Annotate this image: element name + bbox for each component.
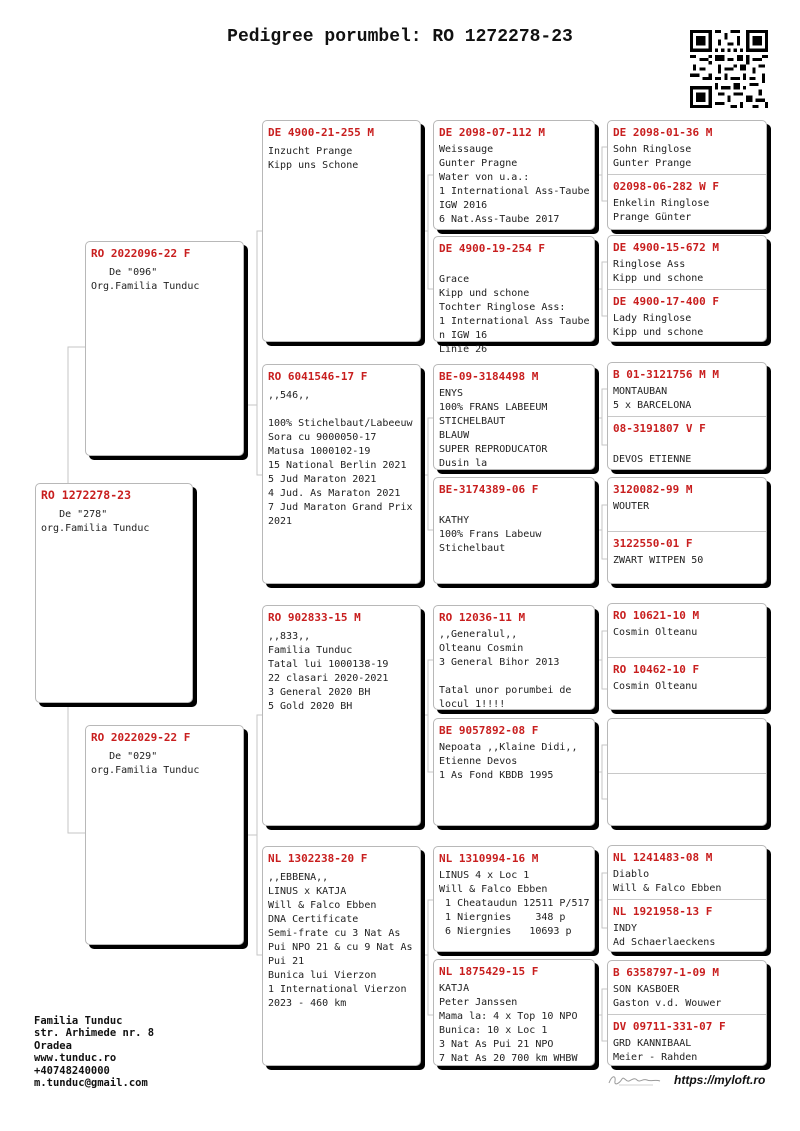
page-title: Pedigree porumbel: RO 1272278-23 [227,27,573,47]
ancestor-pair-card [607,477,767,584]
great-grandparent-card [433,959,595,1066]
ancestor-description: SON KASBOER Gaston v.d. Wouwer [613,984,722,1009]
great-grandparent-description: Weissauge Gunter Pragne Water von u.a.: 1 International Ass-Taube IGW 2016 6 Nat.Ass-Taube 2017 [439,144,590,225]
ancestor-ring-number: B 6358797-1-09 M [613,966,719,979]
ancestor-ring-number: 3122550-01 F [613,537,693,550]
great-grandparent-card [433,120,595,230]
ancestor-ring-number: NL 1241483-08 M [613,851,713,864]
great-grandparent-description: ENYS 100% FRANS LABEEUM STICHELBAUT BLAUW SUPER REPRODUCATOR Dusin la [439,388,548,469]
ancestor-pair-card [607,362,767,470]
ancestor-ring-number: DV 09711-331-07 F [613,1020,726,1033]
great-grandparent-description: KATHY 100% Frans Labeuw Stichelbaut [439,515,542,554]
breeder-website-link[interactable]: www.tunduc.ro [34,1052,117,1065]
ancestor-description: Lady Ringlose Kipp und schone [613,313,704,338]
ancestor-ring-number: DE 2098-01-36 M [613,126,713,139]
great-grandparent-ring-number: BE-3174389-06 F [439,483,539,496]
great-grandparent-description: Grace Kipp und schone Tochter Ringlose Ass: 1 International Ass Tauben IGW 16 Linie 26 [439,274,590,355]
great-grandparent-ring-number: NL 1875429-15 F [439,965,539,978]
great-grandparent-description: ,,Generalul,, Olteanu Cosmin 3 General Bihor 2013 Tatal unor porumbei de locul 1!!!! [439,629,572,710]
ancestor-ring-number: 02098-06-282 W F [613,180,719,193]
ancestor-ring-number: NL 1921958-13 F [613,905,713,918]
ancestor-description: INDY Ad Schaerlaeckens [613,923,716,948]
ancestor-description: WOUTER [613,501,650,512]
myloft-website-link[interactable]: https://myloft.ro [674,1073,766,1087]
great-grandparent-ring-number: NL 1310994-16 M [439,852,539,865]
dam-description: De "029" org.Familia Tunduc [91,751,200,776]
great-grandparent-ring-number: DE 4900-19-254 F [439,242,545,255]
ancestor-description: MONTAUBAN 5 x BARCELONA [613,386,692,411]
ancestor-description: ZWART WITPEN 50 [613,555,704,566]
breeder-street: str. Arhimede nr. 8 [34,1027,155,1040]
great-grandparent-card [433,718,595,826]
ancestor-pair-card [607,603,767,710]
great-grandparent-card [433,236,595,355]
ancestor-description: Enkelin Ringlose Prange Günter [613,198,710,223]
sire-ring-number: RO 2022096-22 F [91,247,191,260]
great-grandparent-description: KATJA Peter Janssen Mama la: 4 x Top 10 NPO Bunica: 10 x Loc 1 3 Nat As Pui 21 NPO 7 Nat As 20 700 km WHBW [439,983,578,1064]
ancestor-description: Ringlose Ass Kipp und schone [613,259,704,284]
great-grandparent-description: LINUS 4 x Loc 1 Will & Falco Ebben 1 Cheataudun 12511 P/517 1 Niergnies 348 p 6 Niergnies 10693 p [439,870,590,937]
ancestor-ring-number: RO 10462-10 F [613,663,700,676]
ancestor-pair-card [607,960,767,1066]
grandparent-card [262,846,421,1066]
grandparent-description: ,,EBBENA,, LINUS x KATJA Will & Falco Ebben DNA Certificate Semi-frate cu 3 Nat As Pui NPO 21 & cu 9 Nat As Pui 21 Bunica lui Vierzon 1 International Vierzon 2023 - 460 km [268,872,413,1009]
breeder-email-link[interactable]: m.tunduc@gmail.com [34,1077,148,1090]
ancestor-ring-number: 08-3191807 V F [613,422,706,435]
breeder-contact-block [34,1015,154,1089]
great-grandparent-card [433,605,595,710]
grandparent-ring-number: RO 6041546-17 F [268,370,368,383]
ancestor-pair-card [607,718,767,826]
ancestor-ring-number: RO 10621-10 M [613,609,700,622]
subject-description: De "278" org.Familia Tunduc [41,509,150,534]
grandparent-card [262,120,421,342]
grandparent-description: ,,833,, Familia Tunduc Tatal lui 1000138-19 22 clasari 2020-2021 3 General 2020 BH 5 Gold 2020 BH [268,631,389,712]
ancestor-pair-card [607,120,767,230]
great-grandparent-card [433,846,595,952]
ancestor-ring-number: 3120082-99 M [613,483,693,496]
sire-card [85,241,244,456]
ancestor-ring-number: DE 4900-15-672 M [613,241,719,254]
ancestor-description: Diablo Will & Falco Ebben [613,869,722,894]
grandparent-description: ,,546,, 100% Stichelbaut/Labeeuw Sora cu 9000050-17 Matusa 1000102-19 15 National Berlin 2021 5 Jud Maraton 2021 4 Jud. As Maraton 2021 7 Jud Maraton Grand Prix 2021 [268,390,413,527]
dam-card [85,725,244,945]
subject-ring-number: RO 1272278-23 [41,488,132,502]
ancestor-ring-number: DE 4900-17-400 F [613,295,719,308]
breeder-name: Familia Tunduc [34,1015,123,1027]
great-grandparent-ring-number: DE 2098-07-112 M [439,126,545,139]
grandparent-ring-number: NL 1302238-20 F [268,852,368,865]
signature-icon [607,1072,663,1088]
ancestor-description: Cosmin Olteanu [613,681,698,692]
ancestor-pair-card [607,235,767,342]
grandparent-ring-number: RO 902833-15 M [268,611,361,624]
breeder-phone: +40748240000 [34,1064,110,1077]
grandparent-card [262,605,421,826]
great-grandparent-ring-number: RO 12036-11 M [439,611,526,624]
great-grandparent-ring-number: BE 9057892-08 F [439,724,539,737]
great-grandparent-card [433,477,595,584]
ancestor-pair-card [607,845,767,952]
great-grandparent-card [433,364,595,470]
grandparent-card [262,364,421,584]
ancestor-description: Sohn Ringlose Gunter Prange [613,144,692,169]
dam-ring-number: RO 2022029-22 F [91,731,191,744]
ancestor-description: DEVOS ETIENNE [613,454,692,465]
great-grandparent-ring-number: BE-09-3184498 M [439,370,539,383]
ancestor-description: Cosmin Olteanu [613,627,698,638]
breeder-city: Oradea [34,1039,72,1052]
ancestor-ring-number: B 01-3121756 M M [613,368,719,381]
grandparent-ring-number: DE 4900-21-255 M [268,126,374,139]
ancestor-description: GRD KANNIBAAL Meier - Rahden [613,1038,698,1063]
subject-pigeon-card [35,483,193,703]
grandparent-description: Inzucht Prange Kipp uns Schone [268,146,359,171]
sire-description: De "096" Org.Familia Tunduc [91,267,200,292]
great-grandparent-description: Nepoata ,,Klaine Didi,, Etienne Devos 1 As Fond KBDB 1995 [439,742,578,781]
